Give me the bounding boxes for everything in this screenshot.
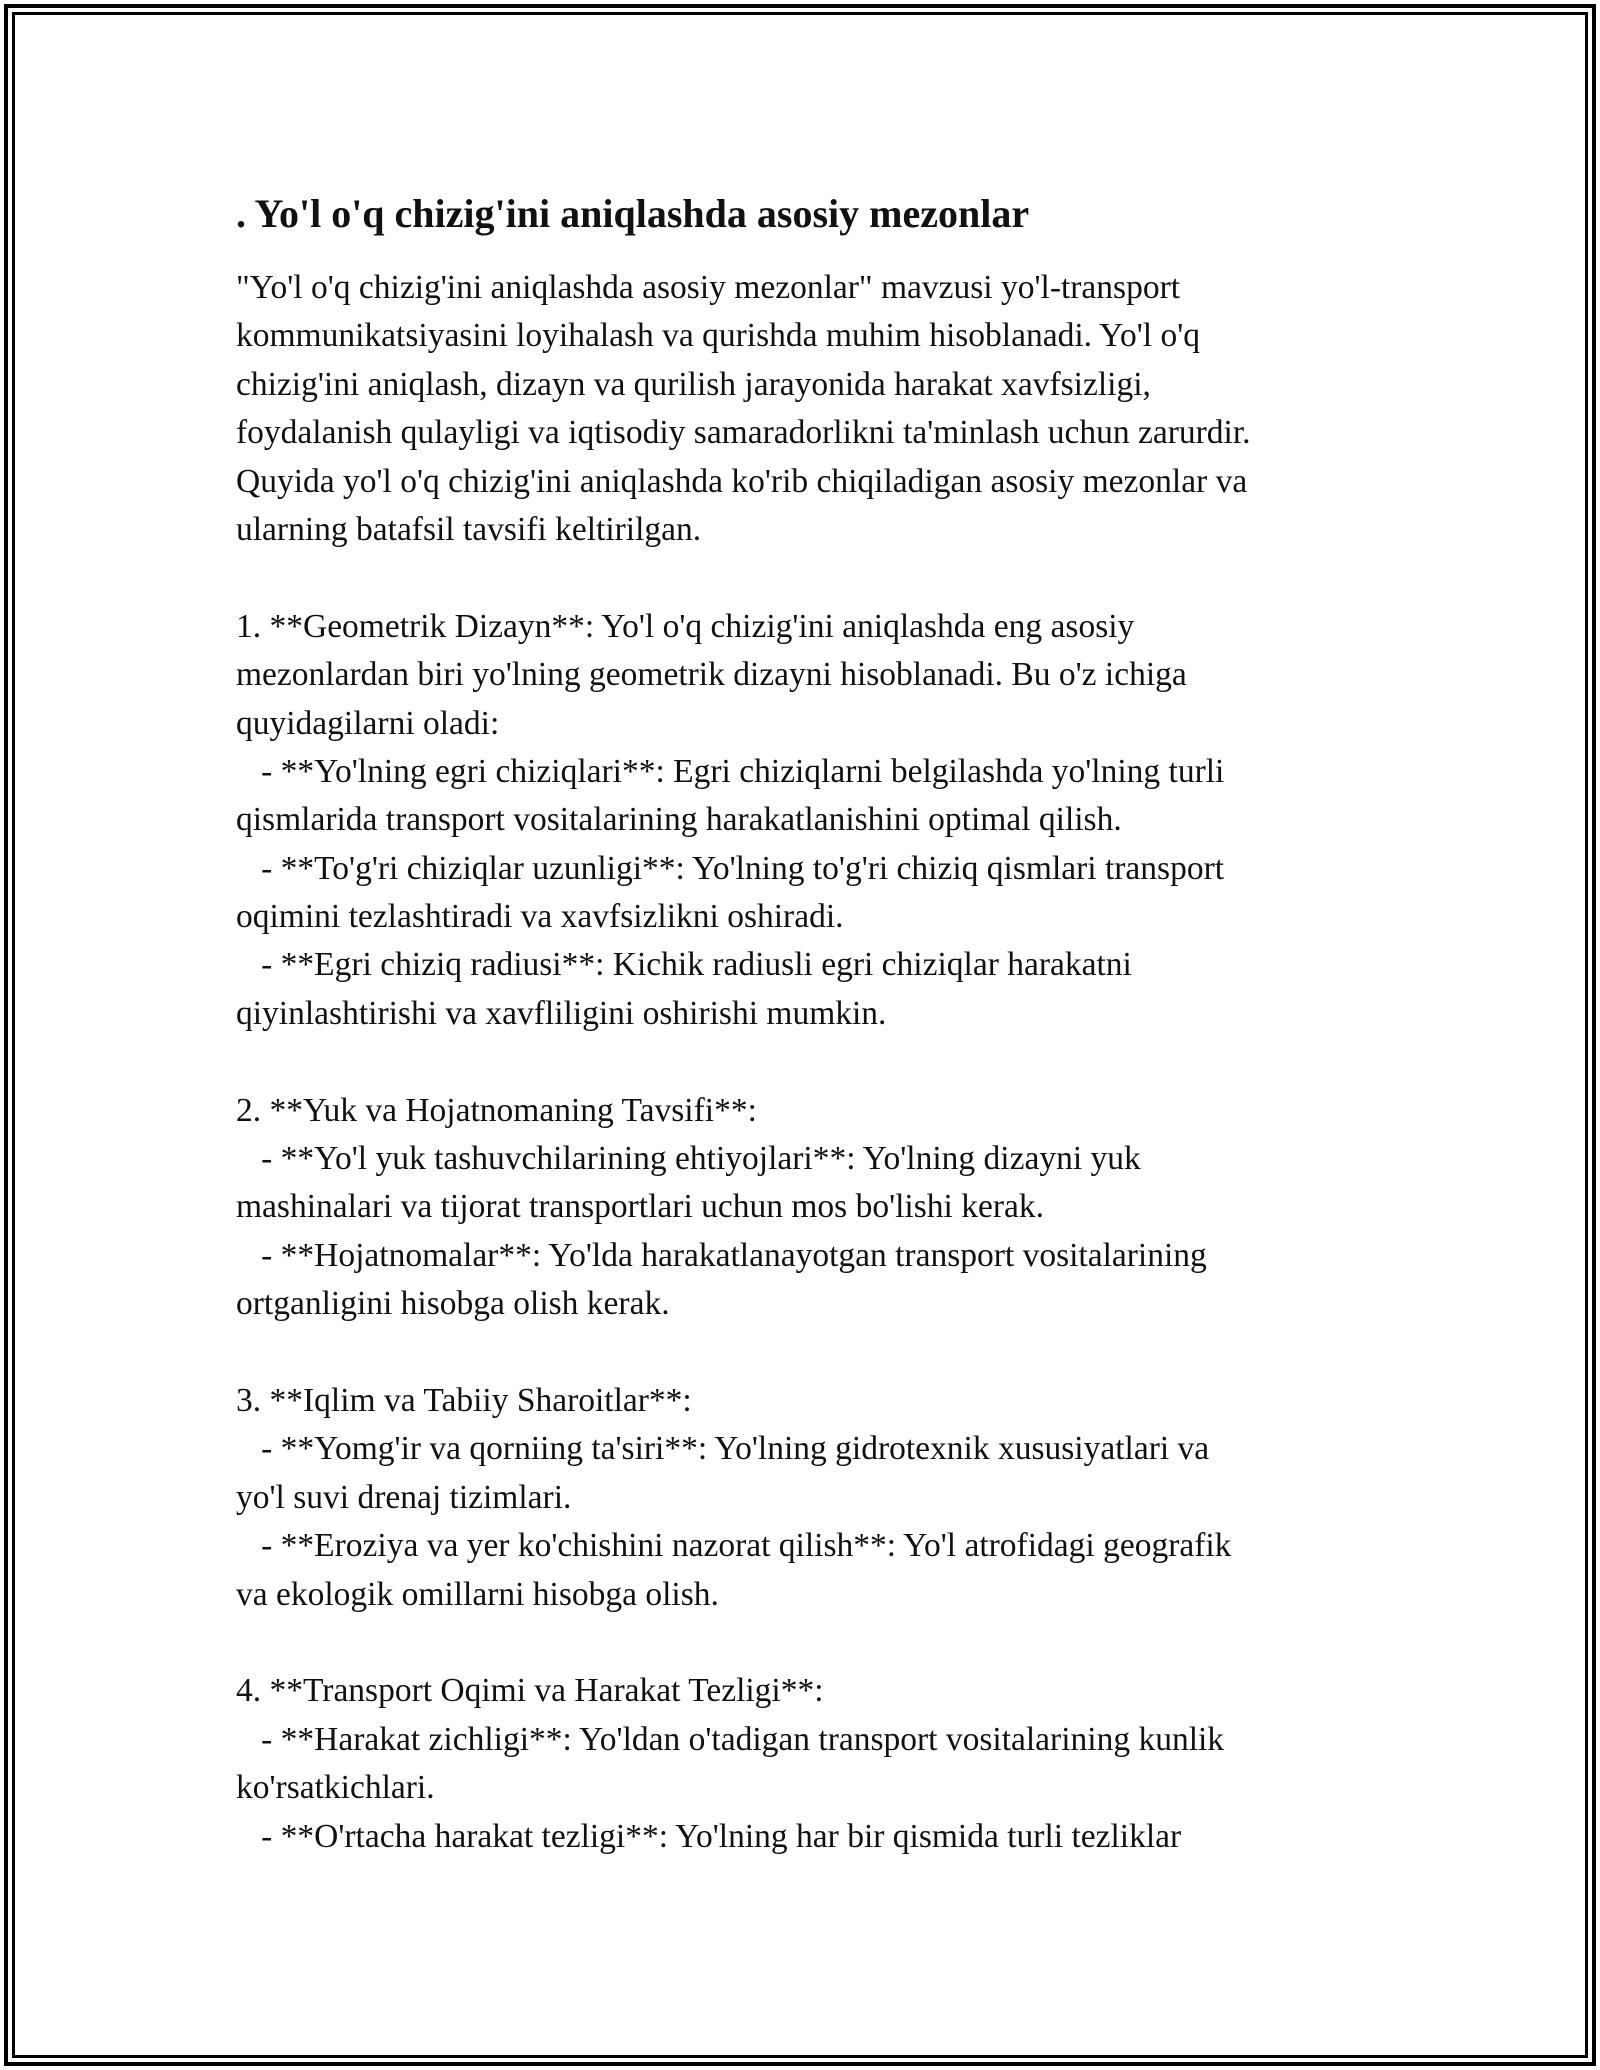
text-line: ortganligini hisobga olish kerak. [236, 1285, 670, 1323]
text-line: 4. **Transport Oqimi va Harakat Tezligi**: [236, 1672, 824, 1710]
text-line: - **Yo'lning egri chiziqlari**: Egri chiziqlarni belgilashda yo'lning turli [236, 752, 1225, 790]
text-line: - **Harakat zichligi**: Yo'ldan o'tadigan transport vositalarining kunlik [236, 1720, 1225, 1758]
document-body [236, 264, 1376, 1861]
paragraph-gap [236, 1619, 1376, 1667]
section-geometric-design [236, 603, 1376, 1039]
text-line: - **O'rtacha harakat tezligi**: Yo'lning har bir qismida turli tezliklar [236, 1817, 1182, 1855]
document-content [236, 186, 1376, 1861]
text-line: Quyida yo'l o'q chizig'ini aniqlashda ko'rib chiqiladigan asosiy mezonlar va [236, 462, 1248, 500]
section-load-description [236, 1087, 1376, 1329]
text-line: oqimini tezlashtiradi va xavfsizlikni oshiradi. [236, 898, 844, 936]
intro-paragraph [236, 264, 1376, 554]
section-climate-conditions [236, 1377, 1376, 1619]
text-line: 3. **Iqlim va Tabiiy Sharoitlar**: [236, 1381, 692, 1419]
paragraph-gap [236, 1038, 1376, 1086]
text-line: va ekologik omillarni hisobga olish. [236, 1575, 719, 1613]
text-line: chizig'ini aniqlash, dizayn va qurilish jarayonida harakat xavfsizligi, [236, 365, 1151, 403]
text-line: "Yo'l o'q chizig'ini aniqlashda asosiy mezonlar" mavzusi yo'l-transport [236, 269, 1181, 306]
text-line: yo'l suvi drenaj tizimlari. [236, 1478, 572, 1516]
text-line: - **Yomg'ir va qorniing ta'siri**: Yo'lning gidrotexnik xususiyatlari va [236, 1430, 1210, 1468]
section-traffic-flow [236, 1667, 1376, 1861]
text-line: mezonlardan biri yo'lning geometrik dizayni hisoblanadi. Bu o'z ichiga [236, 656, 1187, 694]
text-line: - **To'g'ri chiziqlar uzunligi**: Yo'lning to'g'ri chiziq qismlari transport [236, 849, 1225, 887]
text-line: - **Hojatnomalar**: Yo'lda harakatlanayotgan transport vositalarining [236, 1236, 1207, 1274]
text-line: 1. **Geometrik Dizayn**: Yo'l o'q chizig'ini aniqlashda eng asosiy [236, 607, 1135, 645]
text-line: 2. **Yuk va Hojatnomaning Tavsifi**: [236, 1091, 757, 1129]
text-line: - **Yo'l yuk tashuvchilarining ehtiyojlari**: Yo'lning dizayni yuk [236, 1140, 1141, 1178]
text-line: - **Egri chiziq radiusi**: Kichik radiusli egri chiziqlar harakatni [236, 946, 1132, 984]
text-line: - **Eroziya va yer ko'chishini nazorat qilish**: Yo'l atrofidagi geografik [236, 1527, 1232, 1565]
text-line: foydalanish qulayligi va iqtisodiy samaradorlikni ta'minlash uchun zarurdir. [236, 414, 1251, 452]
paragraph-gap [236, 554, 1376, 602]
text-line: kommunikatsiyasini loyihalash va qurishda muhim hisoblanadi. Yo'l o'q [236, 317, 1200, 355]
text-line: mashinalari va tijorat transportlari uchun mos bo'lishi kerak. [236, 1188, 1044, 1226]
text-line: ko'rsatkichlari. [236, 1769, 435, 1807]
text-line: ularning batafsil tavsifi keltirilgan. [236, 510, 702, 548]
text-line: quyidagilarni oladi: [236, 704, 500, 742]
text-line: qismlarida transport vositalarining harakatlanishini optimal qilish. [236, 801, 1122, 839]
paragraph-gap [236, 1329, 1376, 1377]
text-line: qiyinlashtirishi va xavfliligini oshirishi mumkin. [236, 994, 887, 1032]
page-title: . Yo'l o'q chizig'ini aniqlashda asosiy mezonlar [236, 191, 1030, 236]
